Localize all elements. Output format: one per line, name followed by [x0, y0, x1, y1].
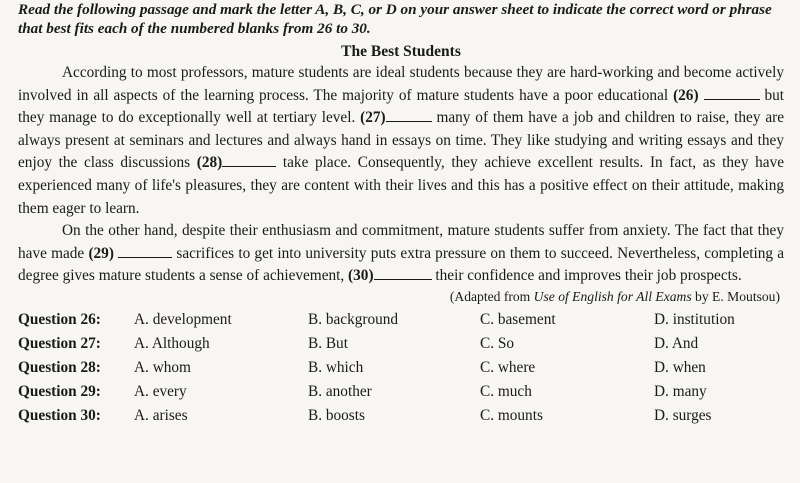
option-c[interactable]: C. much — [480, 382, 532, 400]
blank-number-29: (29) — [88, 244, 114, 262]
option-b[interactable]: B. which — [308, 358, 364, 376]
option-b[interactable]: B. But — [308, 334, 348, 352]
paragraph-2 — [18, 220, 784, 288]
blank-26 — [704, 85, 760, 100]
question-label: Question 27: — [18, 334, 101, 352]
question-label: Question 29: — [18, 382, 101, 400]
option-d[interactable]: D. many — [654, 382, 707, 400]
blank-number-30: (30) — [348, 267, 374, 285]
p1-text-4: take place. Consequently, they achieve excellent results. In fact, as they have experienced many of life's pleasures, they are content with their lives and this has a positive effect on their attitude, making them eager to learn. — [18, 154, 785, 217]
question-list — [18, 308, 784, 428]
blank-number-28: (28) — [196, 154, 223, 172]
instruction: Read the following passage and mark the letter A, B, C, or D on your answer sheet to indicate the correct word or phrase that best fits each of the numbered blanks from 26 to 30. — [18, 1, 772, 37]
option-c[interactable]: C. mounts — [480, 406, 543, 424]
option-a[interactable]: A. every — [134, 382, 187, 400]
blank-number-27: (27) — [360, 109, 386, 127]
option-b[interactable]: B. background — [308, 310, 399, 328]
p1-text-1: According to most professors, mature students are ideal students because they are hard-working and become actively involved in all aspects of the learning process. The majority of mature students have a poor educational — [18, 64, 784, 104]
question-27 — [18, 332, 784, 356]
question-label: Question 28: — [18, 358, 101, 376]
source-prefix: (Adapted from — [449, 288, 534, 304]
option-a[interactable]: A. Although — [134, 334, 210, 352]
question-28 — [18, 356, 784, 380]
question-label: Question 26: — [18, 310, 101, 328]
option-a[interactable]: A. development — [134, 310, 232, 328]
passage-title: The Best Students — [341, 43, 461, 60]
blank-30 — [374, 265, 432, 280]
option-d[interactable]: D. surges — [654, 406, 712, 424]
option-d[interactable]: D. And — [654, 334, 699, 352]
option-d[interactable]: D. institution — [654, 310, 735, 328]
blank-28 — [222, 152, 276, 167]
option-b[interactable]: B. another — [308, 382, 372, 400]
p1-text-3: many of them have a job and children to raise, they are always present at seminars and lectures and always hand in essays on time. They like studying and writing essays and they enjoy the class discussions — [18, 109, 785, 172]
option-a[interactable]: A. arises — [134, 406, 188, 424]
blank-27 — [386, 107, 432, 122]
option-d[interactable]: D. when — [654, 358, 706, 376]
question-label: Question 30: — [18, 406, 101, 424]
p2-text-1: On the other hand, despite their enthusiasm and commitment, mature students suffer from anxiety. The fact that they have made — [18, 222, 784, 262]
p1-text-2: but they manage to do exceptionally well at tertiary level. — [18, 86, 785, 127]
question-30 — [18, 404, 784, 428]
question-26 — [18, 308, 784, 332]
source-citation — [18, 288, 784, 306]
source-suffix: by E. Moutsou) — [691, 288, 780, 304]
option-a[interactable]: A. whom — [134, 358, 191, 376]
question-29 — [18, 380, 784, 404]
option-c[interactable]: C. where — [480, 358, 536, 376]
blank-29 — [118, 243, 172, 258]
option-c[interactable]: C. So — [480, 334, 515, 352]
p2-text-2: sacrifices to get into university puts extra pressure on them to succeed. Nevertheless, completing a degree gives mature students a sense of achievement, — [18, 244, 785, 285]
option-b[interactable]: B. boosts — [308, 406, 365, 424]
paragraph-1 — [18, 62, 784, 220]
blank-number-26: (26) — [673, 86, 699, 104]
p2-text-3: their confidence and improves their job prospects. — [435, 267, 742, 285]
source-book: Use of English for All Exams — [533, 288, 692, 304]
option-c[interactable]: C. basement — [480, 310, 556, 328]
